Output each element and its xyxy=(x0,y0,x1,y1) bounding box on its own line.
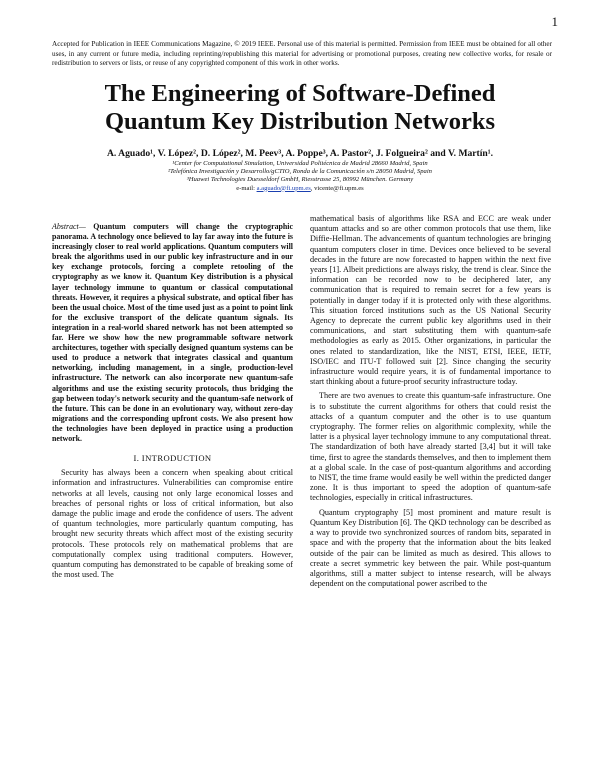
right-column xyxy=(310,214,551,593)
email-link[interactable]: a.aguado@fi.upm.es xyxy=(256,184,311,192)
affiliation-3: ³Huawei Technologies Duesseldorf GmbH, Riesstrasse 25, 80992 München. Germany xyxy=(186,176,414,184)
title-line-2: Quantum Key Distribution Networks xyxy=(105,108,495,135)
email-prefix: e-mail: xyxy=(236,184,257,192)
section-heading-introduction: I. INTRODUCTION xyxy=(133,453,212,464)
affiliation-1: ¹Center for Computational Simulation, Universidad Politécnica de Madrid 28660 Madrid, Spain xyxy=(172,160,428,167)
abstract-text: Quantum computers will change the cryptographic panorama. A technology once believed to lay far away into the future is increasingly closer to real world applications. Quantum computers will break the algorithms used in our public key infrastructure and in our key exchange protocols, forcing a complete retooling of the cryptography as we know it. Quantum Key distribution is a physical layer technology immune to quantum or classical computational threats. However, it requires a physical substrate, and optical fiber has been the usual choice. Most of the time used just as a point to point link for the exclusive transport of the delicate quantum signals. Its integration in a real-world shared network has not been attempted so far. Here we show how the new programmable software network architectures, together with specially designed quantum systems can be used to produce a network that integrates classical and quantum networking, including management, in a single, production-level infrastructure. The network can also incorporate new quantum-safe algorithms and use the existing security protocols, thus bridging the gap between today's network security and the quantum-safe network of the future. This can be done in an evolutionary way, without zero-day migrations and the corresponding upfront costs. We also present how the technologies have been deployed in practice using a production network. xyxy=(52,222,293,443)
email-line xyxy=(40,185,560,193)
affiliation-2: ²Telefónica Investigación y Desarrollo/gCTIO, Ronda de la Comunicación s/n 28050 Madrid, Spain xyxy=(168,168,432,176)
right-paragraph-2: There are two avenues to create this quantum-safe infrastructure. One is to substitute the current algorithms for others that could resist the attacks of a quantum computer and the other is to use quantum cryptography. The former relies on algorithmic complexity, while the latter is a physical layer technology immune to any computational threat. The standardization of both have already started [3,4] but it will take time, first to agree the standards themselves, and then to implement them at a global scale. In the case of post-quantum algorithms and according to NIST, the time frame would easily be well within the predicted danger zone. It is thus important to speed the adoption of quantum-safe technologies, especially in critical infrastructures. xyxy=(310,391,551,503)
right-paragraph-1: mathematical basis of algorithms like RSA and ECC are weak under quantum attacks and so are other common protocols that use them, like Diffie-Hellman. The advancements of quantum technologies are bringing quantum computers closer in time. Devices once believed to be several decades in the future are now forecasted to happen within the next five years [1]. Albeit predictions are always risky, the trend is clear. Since the information can be recorded now to be deciphered later, any communication that is required to remain secret for a few years is potentially in danger today if it is protected only with these algorithms. This situation forced institutions such as the US National Security Agency to deprecate the current public key algorithms used in their communications, and start substituting them with quantum-safe methodologies as early as 2015. Other organizations, in particular the ones related to standardization, like the NIST, ETSI, IEEE, IETF, ISO/IEC and ITU-T followed suit [2]. Since changing the security infrastructure would require years, it is of fundamental importance to start thinking about a future-proof security infrastructure today. xyxy=(310,214,551,387)
title-line-1: The Engineering of Software-Defined xyxy=(104,80,496,107)
email-secondary: , vicente@fi.upm.es xyxy=(310,184,364,192)
right-paragraph-3: Quantum cryptography [5] most prominent and mature result is Quantum Key Distribution [6]. The QKD technology can be described as a way to provide two synchronized sources of random bits, separated in space and with the property that the information about the bits leaked outside of the pair can be limited as much as desired. This allows to create a secret symmetric key between the pair. While post-quantum algorithms, still a matter subject to intense research, will be always dependent on the computational power ascribed to the xyxy=(310,507,551,589)
left-column xyxy=(52,222,293,585)
author-list: A. Aguado¹, V. López², D. López², M. Peev³, A. Poppe³, A. Pastor², J. Folgueira² and V. Martín¹. xyxy=(106,148,494,159)
copyright-notice: Accepted for Publication in IEEE Communications Magazine, © 2019 IEEE. Personal use of this material is permitted. Permission from IEEE must be obtained for all other uses, in any current or future media, including reprinting/republishing this material for advertising or promotional purposes, creating new collective works, for resale or redistribution to servers or lists, or reuse of any copyrighted component of this work in other works. xyxy=(52,40,552,68)
abstract-label: Abstract— xyxy=(52,222,86,231)
abstract xyxy=(52,222,293,444)
affiliations xyxy=(40,160,560,193)
paper-title xyxy=(40,80,560,136)
intro-paragraph-1: Security has always been a concern when speaking about critical information and infrastructures. Vulnerabilities can compromise entire networks at all levels, causing not only large economical losses and breaches of personal rights or loss of critical information, but also damage the public image and erode the confidence of users. The advent of quantum technologies, more particularly quantum computing, has brought new security threats which affect most of the existing security protocols. These protocols rely on mathematical problems that are computationally complex using traditional computers. However, quantum computing has demonstrated to be capable of breaking some of the most used. The xyxy=(52,468,293,580)
page-number: 1 xyxy=(551,14,558,29)
